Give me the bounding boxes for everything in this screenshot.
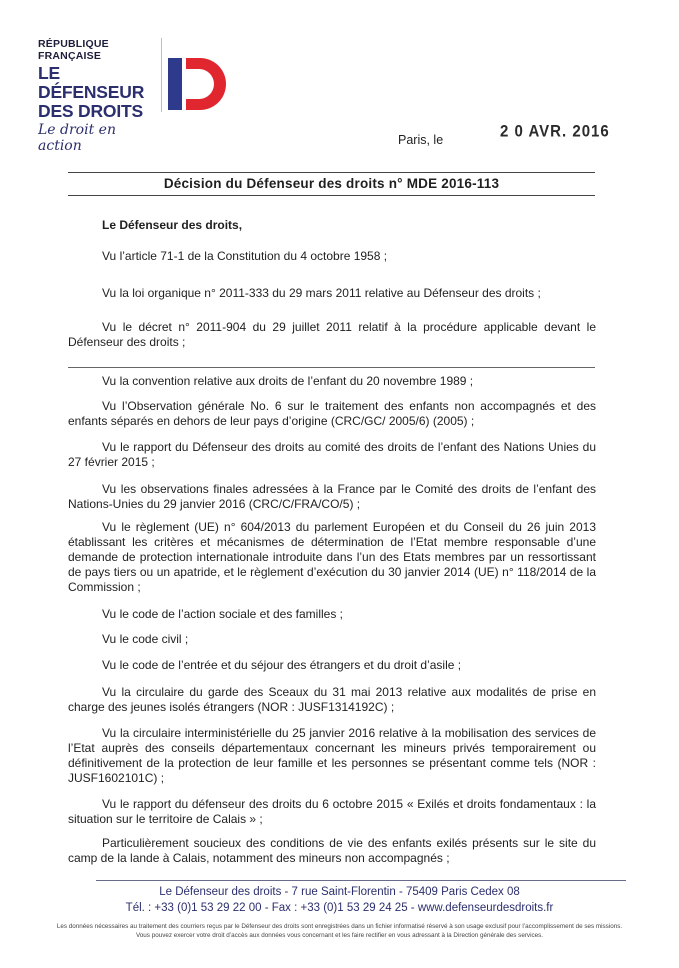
letter-place: Paris, le bbox=[398, 133, 444, 147]
footer-address: Le Défenseur des droits - 7 rue Saint-Florentin - 75409 Paris Cedex 08 bbox=[159, 886, 520, 898]
footer-privacy-note: Vous pouvez exercer votre droit d’accès aux données vous concernant et les faire rectifier en vous adressant à la Direction générale des services. bbox=[135, 932, 544, 939]
section-rule bbox=[68, 367, 595, 368]
paragraph: Vu le règlement (UE) n° 604/2013 du parlement Européen et du Conseil du 26 juin 2013 établissant les critères et mécanismes de détermination de l’Etat membre responsable d’une demande de protection internationale introduite dans l’un des Etats membres par un ressortissant de pays tiers ou un apatride, et le règlement d’exécution du 30 janvier 2014 (UE) n° 118/2014 de la Commission ; bbox=[68, 520, 596, 594]
footer-privacy-note: Les données nécessaires au traitement des courriers reçus par le Défenseur des droits sont enregistrées dans un fichier informatisé réservé à son usage exclusif pour l’accomplissement de ses missions. bbox=[56, 923, 623, 930]
date-stamp: 2 0 AVR. 2016 bbox=[500, 122, 610, 141]
title-rule-top bbox=[68, 172, 595, 173]
title-rule-bottom bbox=[68, 195, 595, 196]
paragraph: Vu le code civil ; bbox=[102, 632, 189, 646]
paragraph: Vu le rapport du défenseur des droits du 6 octobre 2015 « Exilés et droits fondamentaux : la situation sur le territoire de Calais » ; bbox=[68, 797, 596, 826]
paragraph: Vu la convention relative aux droits de l’enfant du 20 novembre 1989 ; bbox=[102, 374, 474, 388]
republic-label: RÉPUBLIQUE FRANÇAISE bbox=[38, 38, 109, 62]
footer-contact: Tél. : +33 (0)1 53 29 22 00 - Fax : +33 (0)1 53 29 24 25 - www.defenseurdesdroits.fr bbox=[125, 902, 554, 914]
org-name-line1: LE DÉFENSEUR bbox=[38, 63, 145, 102]
decision-title: Décision du Défenseur des droits n° MDE 2016-113 bbox=[163, 176, 500, 191]
paragraph: Vu le code de l’entrée et du séjour des étrangers et du droit d’asile ; bbox=[102, 658, 462, 672]
institution-logo-text bbox=[38, 38, 163, 154]
logo-divider bbox=[161, 38, 162, 112]
paragraph: Vu les observations finales adressées à la France par le Comité des droits de l’enfant des Nations-Unies du 29 janvier 2016 (CRC/C/FRA/CO/5) ; bbox=[68, 482, 596, 511]
defenseur-d-logo-icon bbox=[168, 58, 228, 110]
paragraph: Vu l’Observation générale No. 6 sur le traitement des enfants non accompagnés et des enfants séparés en dehors de leur pays d’origine (CRC/GC/ 2005/6) (2005) ; bbox=[68, 399, 596, 428]
paragraph: Vu l’article 71-1 de la Constitution du 4 octobre 1958 ; bbox=[102, 249, 388, 263]
paragraph: Le Défenseur des droits, bbox=[102, 218, 243, 232]
paragraph: Vu la circulaire interministérielle du 25 janvier 2016 relative à la mobilisation des services de l’Etat auprès des conseils départementaux concernant les mineurs privés temporairement ou définitivement de la protection de leur famille et les personnes se présentant comme tels (NOR : JUSF1602101C) ; bbox=[68, 726, 596, 785]
paragraph: Vu le rapport du Défenseur des droits au comité des droits de l’enfant des Nations Unies du 27 février 2015 ; bbox=[68, 440, 596, 469]
paragraph: Vu la loi organique n° 2011-333 du 29 mars 2011 relative au Défenseur des droits ; bbox=[102, 286, 541, 300]
org-name-line2: DES DROITS bbox=[38, 101, 143, 121]
footer-rule bbox=[96, 880, 626, 881]
paragraph: Vu la circulaire du garde des Sceaux du 31 mai 2013 relative aux modalités de prise en charge des jeunes isolés étrangers (NOR : JUSF1314192C) ; bbox=[68, 685, 596, 714]
paragraph: Vu le décret n° 2011-904 du 29 juillet 2011 relatif à la procédure applicable devant le Défenseur des droits ; bbox=[68, 320, 596, 349]
paragraph: Particulièrement soucieux des conditions de vie des enfants exilés présents sur le site du camp de la lande à Calais, notamment des mineurs non accompagnés ; bbox=[68, 836, 596, 865]
paragraph: Vu le code de l’action sociale et des familles ; bbox=[102, 607, 344, 621]
org-tagline: Le droit en action bbox=[38, 122, 116, 154]
